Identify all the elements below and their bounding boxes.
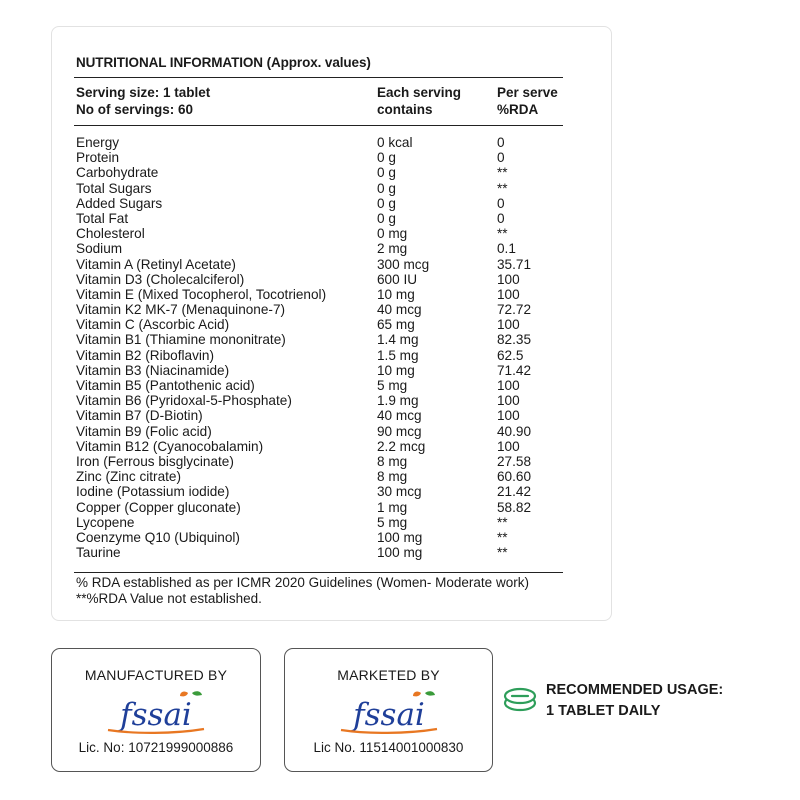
nutrient-name: Zinc (Zinc citrate) [76,469,181,485]
nutrient-name: Vitamin B7 (D-Biotin) [76,408,203,424]
nutrient-rda: 40.90 [497,423,532,439]
nutrient-rda: 27.58 [497,453,532,469]
divider [74,125,563,126]
nutrient-row [76,424,566,439]
usage-heading: RECOMMENDED USAGE: [546,682,724,698]
nutrient-row [76,181,566,196]
nutrient-rda: 72.72 [497,302,532,318]
nutrient-rda: 0 [497,195,505,211]
nutrient-name: Carbohydrate [76,165,159,181]
nutrient-amount: 65 mg [377,317,415,333]
nutrient-row [76,241,566,256]
nutrient-rda: 82.35 [497,332,532,348]
nutrient-row [76,332,566,347]
nutrient-row [76,378,566,393]
nutrient-row [76,363,566,378]
nutrient-amount: 0 g [377,165,396,181]
footnote-rda: % RDA established as per ICMR 2020 Guidelines (Women- Moderate work) [76,575,529,590]
nutrient-amount: 40 mcg [377,302,422,318]
nutrient-name: Protein [76,150,120,166]
nutrient-name: Copper (Copper gluconate) [76,499,241,515]
usage-dosage: 1 TABLET DAILY [546,703,661,719]
nutrient-amount: 5 mg [377,378,408,393]
nutrient-name: Taurine [76,545,121,561]
nutrient-rda: 21.42 [497,484,532,500]
nutrient-row [76,348,566,363]
nutrient-name: Vitamin A (Retinyl Acetate) [76,256,236,272]
nutrient-name: Vitamin B1 (Thiamine mononitrate) [76,332,286,348]
recommended-usage [546,680,723,722]
nutrient-row [76,393,566,408]
nutrient-rda: 100 [497,378,520,393]
servings-count: No of servings: 60 [76,102,194,117]
nutrient-name: Vitamin B9 (Folic acid) [76,423,212,439]
nutrient-rda: 0 [497,210,505,226]
nutrient-rda: ** [497,165,508,181]
nutrient-name: Sodium [76,241,123,257]
nutrient-name: Coenzyme Q10 (Ubiquinol) [76,529,240,545]
divider [74,77,563,78]
nutrient-rda: 100 [497,393,520,409]
nutrient-amount: 300 mcg [377,256,430,272]
nutrient-row [76,469,566,484]
nutrient-name: Total Sugars [76,180,152,196]
nutrient-name: Vitamin B5 (Pantothenic acid) [76,378,255,393]
nutrient-name: Iodine (Potassium iodide) [76,484,230,500]
column-header-rda: Per serve %RDA [497,85,558,117]
nutrient-amount: 1.9 mg [377,393,419,409]
nutrient-row [76,454,566,469]
nutrient-name: Iron (Ferrous bisglycinate) [76,453,234,469]
marketer-license: Lic No. 11514001000830 [313,740,464,755]
nutrient-amount: 0 g [377,180,396,196]
nutrient-rda: 0.1 [497,241,516,257]
footnote-not-established: **%RDA Value not established. [76,590,262,606]
nutrient-name: Vitamin B12 (Cyanocobalamin) [76,438,264,454]
nutrient-rda: 35.71 [497,256,532,272]
nutrient-rda: 100 [497,438,520,454]
nutrient-amount: 0 kcal [377,135,413,150]
nutrient-row [76,257,566,272]
nutrient-amount: 2.2 mcg [377,438,426,454]
nutrient-row [76,317,566,332]
nutrient-amount: 10 mg [377,286,415,302]
footnotes [76,575,529,606]
nutrient-rda: ** [497,180,508,196]
nutrient-row [76,545,566,560]
nutrient-amount: 600 IU [377,271,418,287]
nutrient-amount: 0 mg [377,226,408,242]
nutrient-row [76,500,566,515]
serving-info [76,84,210,118]
nutrient-rda: ** [497,529,508,545]
nutrient-rda: 100 [497,317,520,333]
nutrient-name: Vitamin C (Ascorbic Acid) [76,317,230,333]
nutrient-row [76,211,566,226]
fssai-logo [337,689,441,740]
nutrient-amount: 0 g [377,195,396,211]
nutrient-amount: 5 mg [377,514,408,530]
column-header-amount: Each serving contains [377,85,462,117]
nutrient-amount: 100 mg [377,545,423,561]
nutrient-name: Lycopene [76,514,135,530]
nutrient-amount: 0 g [377,150,396,166]
nutrient-name: Vitamin D3 (Cholecalciferol) [76,271,245,287]
nutrient-row [76,135,566,150]
nutrient-rda: 60.60 [497,469,532,485]
divider [74,572,563,573]
nutrient-row [76,150,566,165]
nutrient-row [76,272,566,287]
nutrient-rda: 0 [497,135,505,150]
nutrient-row [76,287,566,302]
nutrient-name: Vitamin K2 MK-7 (Menaquinone-7) [76,302,286,318]
nutrient-rda: ** [497,226,508,242]
nutrient-row [76,302,566,317]
nutrient-amount: 2 mg [377,241,408,257]
fssai-logo [104,689,208,740]
nutrient-name: Cholesterol [76,226,145,242]
nutrient-row [76,408,566,423]
nutrient-table [76,135,566,560]
nutrient-rda: 100 [497,408,520,424]
nutrient-rda: ** [497,514,508,530]
manufacturer-license: Lic. No: 10721999000886 [78,740,234,755]
nutrient-name: Vitamin B2 (Riboflavin) [76,347,215,363]
nutrient-amount: 100 mg [377,529,423,545]
manufacturer-caption: MANUFACTURED BY [84,667,228,683]
nutrient-rda: 0 [497,150,505,166]
nutrient-name: Total Fat [76,210,129,226]
nutrient-amount: 30 mcg [377,484,422,500]
nutrient-row [76,515,566,530]
nutrition-title: NUTRITIONAL INFORMATION (Approx. values) [76,55,371,70]
nutrient-row [76,484,566,499]
nutrient-rda: 100 [497,286,520,302]
svg-text:fssai: fssai [120,697,192,733]
nutrient-amount: 8 mg [377,469,408,485]
manufacturer-card [51,648,261,772]
nutrient-amount: 40 mcg [377,408,422,424]
nutrient-rda: 71.42 [497,362,532,378]
nutrient-amount: 0 g [377,210,396,226]
nutrient-amount: 1.5 mg [377,347,419,363]
nutrient-name: Vitamin B3 (Niacinamide) [76,362,230,378]
nutrient-row [76,196,566,211]
nutrient-row [76,226,566,241]
serving-size: Serving size: 1 tablet [76,85,211,100]
nutrient-rda: 100 [497,271,520,287]
nutrient-row [76,530,566,545]
svg-text:fssai: fssai [352,697,425,733]
nutrient-amount: 1.4 mg [377,332,419,348]
nutrient-name: Added Sugars [76,195,163,211]
nutrient-rda: 58.82 [497,499,532,515]
marketer-caption: MARKETED BY [337,667,440,683]
nutrient-rda: ** [497,545,508,561]
nutrition-panel [51,26,612,621]
nutrient-row [76,165,566,180]
nutrient-name: Vitamin B6 (Pyridoxal-5-Phosphate) [76,393,292,409]
tablet-icon [502,684,538,719]
nutrient-name: Energy [76,135,120,150]
nutrient-amount: 8 mg [377,453,408,469]
nutrient-amount: 10 mg [377,362,415,378]
nutrient-rda: 62.5 [497,347,524,363]
nutrient-name: Vitamin E (Mixed Tocopherol, Tocotrienol) [76,286,327,302]
nutrient-row [76,439,566,454]
nutrient-amount: 1 mg [377,499,408,515]
marketer-card [284,648,493,772]
nutrient-amount: 90 mcg [377,423,422,439]
